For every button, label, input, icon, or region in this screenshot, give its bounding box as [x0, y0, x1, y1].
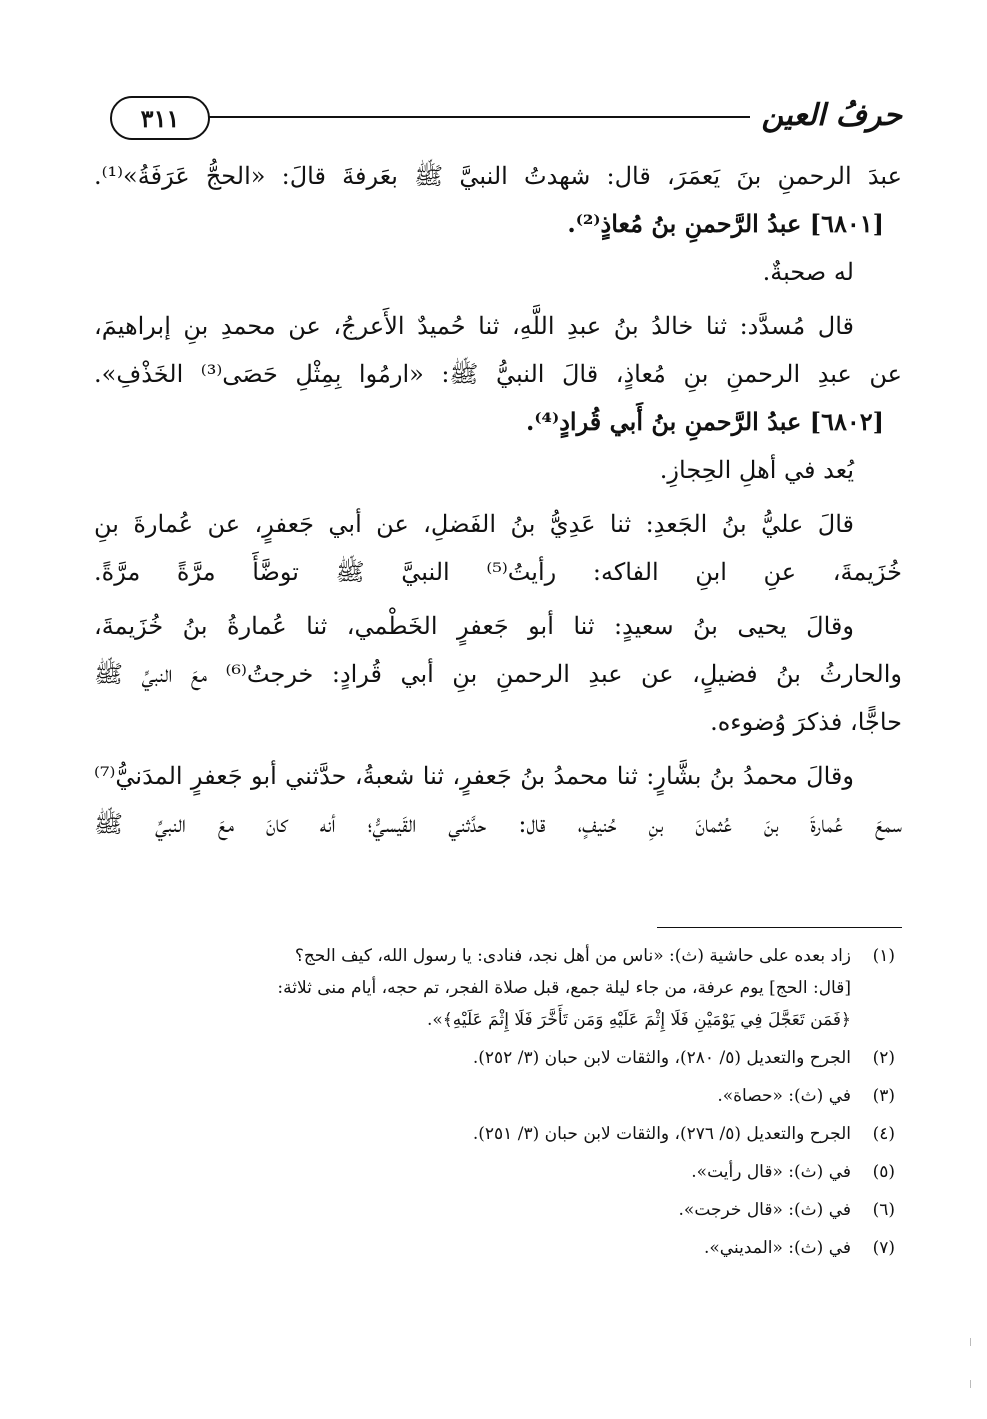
footnote-number: (٥) — [872, 1162, 895, 1182]
footnote-5 — [95, 1156, 895, 1188]
footnote-number: (٢) — [872, 1048, 895, 1068]
footnote-text: الجرح والتعديل (٥/ ٢٨٠)، والثقات لابن حبان (٣/ ٢٥٢). — [472, 1048, 851, 1068]
footnote-separator — [657, 927, 902, 928]
text-line: حاجًّا، فذكرَ وُضوءه. — [710, 708, 902, 736]
footnote-text: في (ث): «حصاة». — [717, 1086, 851, 1106]
footnote-text: في (ث): «المديني». — [704, 1238, 851, 1258]
page-number: ٣١١ — [110, 96, 210, 140]
entry-heading-6801: [٦٨٠١] عبدُ الرَّحمنِ بنُ مُعاذٍ⁽²⁾. — [567, 209, 884, 238]
text-line: قالَ عليُّ بنُ الجَعدِ: ثنا عَدِيُّ بنُ الفَضلِ، عن أبي جَعفرٍ، عن عُمارةَ بنِ — [94, 510, 854, 538]
text-line: والحارثُ بنُ فضيلٍ، عن عبدِ الرحمنِ بنِ أبي قُرادٍ: خرجتُ⁽⁶⁾ معَ النبيِّ ﷺ — [94, 660, 902, 688]
footnote-text: [قال: الحج] يوم عرفة، من جاء ليلة جمع، قبل صلاة الفجر، تم حجه، أيام منى ثلاثة: — [277, 978, 851, 998]
header-rule — [208, 116, 750, 118]
main-text — [94, 152, 902, 848]
footnote-4 — [95, 1118, 895, 1150]
footnote-7 — [95, 1232, 895, 1264]
footnotes — [95, 940, 895, 1264]
entry-heading-6802: [٦٨٠٢] عبدُ الرَّحمنِ بنُ أَبي قُرادٍ⁽⁴⁾. — [526, 407, 884, 436]
footnote-text: في (ث): «قال خرجت». — [678, 1200, 851, 1220]
text-line: له صحبةٌ. — [762, 258, 854, 286]
footnote-text: الجرح والتعديل (٥/ ٢٧٦)، والثقات لابن حبان (٣/ ٢٥١). — [472, 1124, 851, 1144]
text-line: وقالَ يحيى بنُ سعيدٍ: ثنا أبو جَعفرٍ الخَطْمي، ثنا عُمارةُ بنُ خُزَيمةَ، — [94, 612, 854, 640]
footnote-number: (٧) — [872, 1238, 895, 1258]
text-line: وقالَ محمدُ بنُ بشَّارٍ: ثنا محمدُ بنُ جَعفرٍ، ثنا شعبةُ، حدَّثني أبو جَعفرٍ المدَنيُّ⁽⁷⁾ — [94, 762, 854, 790]
footnote-6 — [95, 1194, 895, 1226]
footnote-quran-verse: ﴿فَمَن تَعَجَّلَ فِي يَوْمَيْنِ فَلَا إِثْمَ عَلَيْهِ وَمَن تَأَخَّرَ فَلَا إِثْمَ عَلَيْهِ﴾». — [427, 1010, 851, 1030]
text-line: عن عبدِ الرحمنِ بنِ مُعاذٍ، قالَ النبيُّ ﷺ: «ارمُوا بِمِثْلِ حَصَى⁽³⁾ الخَذْفِ». — [94, 360, 902, 388]
footnote-number: (٣) — [872, 1086, 895, 1106]
scan-mark — [970, 1380, 971, 1388]
footnote-text: في (ث): «قال رأيت». — [691, 1162, 851, 1182]
scan-mark — [970, 1338, 971, 1346]
footnote-number: (٦) — [872, 1200, 895, 1220]
footnote-text: زاد بعده على حاشية (ث): «ناس من أهل نجد، فنادى: يا رسول الله، كيف الحج؟ — [294, 946, 851, 966]
text-line: يُعد في أهلِ الحِجازِ. — [659, 456, 854, 484]
text-line: خُزَيمةَ، عنِ ابنِ الفاكه: رأيتُ⁽⁵⁾ النبيَّ ﷺ توضَّأَ مرَّةً مرَّةً. — [94, 558, 902, 586]
footnote-number: (٤) — [872, 1124, 895, 1144]
footnote-3 — [95, 1080, 895, 1112]
text-line: عبدَ الرحمنِ بنَ يَعمَرَ، قال: شهدتُ النبيَّ ﷺ بعَرفةَ قالَ: «الحجُّ عَرَفَةُ»⁽¹⁾. — [94, 162, 902, 190]
text-line: قال مُسدَّد: ثنا خالدُ بنُ عبدِ اللَّهِ، ثنا حُميدٌ الأَعرجُ، عن محمدِ بنِ إبراهيمَ، — [94, 312, 854, 340]
footnote-1 — [95, 940, 895, 1036]
text-line: سمعَ عُمارةَ بنَ عُثمانَ بنِ حُنيفٍ، قال: حدَّثني القَيسيُّ؛ أنه كانَ معَ النبيِّ ﷺ — [94, 810, 902, 838]
running-header — [110, 92, 902, 142]
footnote-2 — [95, 1042, 895, 1074]
section-title: حرفُ العين — [761, 98, 902, 133]
footnote-number: (١) — [872, 946, 895, 966]
